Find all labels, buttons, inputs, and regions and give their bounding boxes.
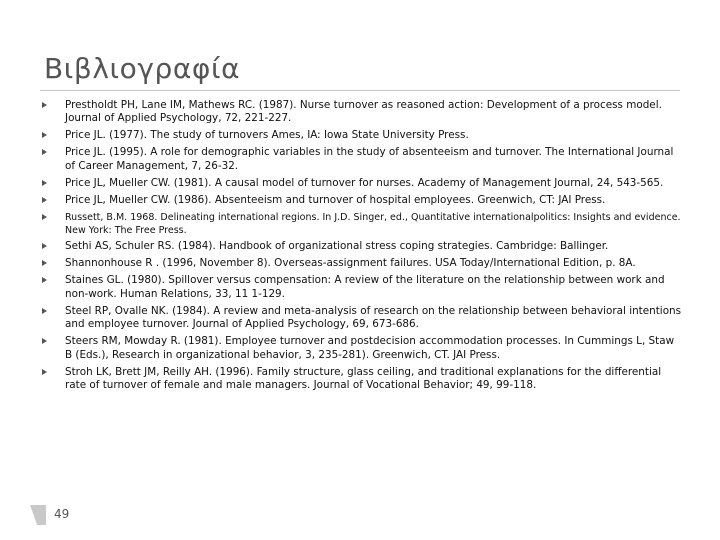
reference-item bbox=[42, 366, 682, 393]
reference-text: Steel RP, Ovalle NK. (1984). A review and meta-analysis of research on the relationship between behavioral intentions and employee turnover. Journal of Applied Psychology, 69, 673-686. bbox=[65, 304, 682, 331]
triangle-bullet-icon bbox=[42, 197, 47, 203]
reference-text: Price JL, Mueller CW. (1981). A causal model of turnover for nurses. Academy of Management Journal, 24, 543-565. bbox=[65, 176, 664, 189]
triangle-bullet-icon bbox=[42, 308, 47, 314]
triangle-bullet-icon bbox=[42, 214, 47, 220]
reference-list bbox=[42, 99, 682, 396]
reference-text: Price JL. (1977). The study of turnovers Ames, IA: Iowa State University Press. bbox=[65, 129, 469, 142]
reference-item bbox=[42, 257, 682, 270]
reference-item bbox=[42, 146, 682, 173]
triangle-bullet-icon bbox=[42, 149, 47, 155]
slide-title: Βιβλιογραφία bbox=[44, 52, 241, 85]
triangle-bullet-icon bbox=[42, 277, 47, 283]
reference-item bbox=[42, 240, 682, 253]
reference-text: Shannonhouse R . (1996, November 8). Overseas-assignment failures. USA Today/International Edition, p. 8A. bbox=[65, 257, 636, 270]
reference-text: Staines GL. (1980). Spillover versus compensation: A review of the literature on the relationship between work and non-work. Human Relations, 33, 11 1-129. bbox=[65, 274, 665, 300]
reference-text: Prestholdt PH, Lane IM, Mathews RC. (1987). Nurse turnover as reasoned action: Development of a process model. Journal of Applied Psychology, 72, 221-227. bbox=[65, 99, 662, 125]
triangle-bullet-icon bbox=[42, 369, 47, 375]
triangle-bullet-icon bbox=[42, 260, 47, 266]
page-number-accent bbox=[30, 505, 46, 525]
reference-text: Russett, B.M. 1968. Delineating international regions. In J.D. Singer, ed., Quantitative internationalpolitics: Insights and evidence. New York: The Free Press. bbox=[65, 211, 681, 236]
page-number: 49 bbox=[54, 507, 70, 521]
reference-item bbox=[42, 99, 682, 126]
reference-text: Sethi AS, Schuler RS. (1984). Handbook of organizational stress coping strategies. Cambridge: Ballinger. bbox=[65, 240, 609, 253]
reference-item bbox=[42, 274, 682, 301]
reference-item bbox=[42, 305, 682, 332]
reference-item bbox=[42, 211, 682, 237]
triangle-bullet-icon bbox=[42, 102, 47, 108]
triangle-bullet-icon bbox=[42, 132, 47, 138]
triangle-bullet-icon bbox=[42, 243, 47, 249]
reference-text: Steers RM, Mowday R. (1981). Employee turnover and postdecision accommodation processes. In Cummings L, Staw B (Eds.), Research in organizational behavior, 3, 235-281). Greenwich, CT. JAI Press. bbox=[65, 335, 675, 361]
reference-item bbox=[42, 177, 682, 190]
reference-item bbox=[42, 194, 682, 207]
title-divider bbox=[40, 90, 680, 91]
triangle-bullet-icon bbox=[42, 338, 47, 344]
triangle-bullet-icon bbox=[42, 180, 47, 186]
reference-text: Price JL, Mueller CW. (1986). Absenteeism and turnover of hospital employees. Greenwich, CT: JAI Press. bbox=[65, 193, 606, 206]
reference-text: Price JL. (1995). A role for demographic variables in the study of absenteeism and turnover. The International Journal of Career Management, 7, 26-32. bbox=[65, 146, 674, 172]
reference-text: Stroh LK, Brett JM, Reilly AH. (1996). Family structure, glass ceiling, and traditional explanations for the differential rate of turnover of female and male managers. Journal of Vocational Behavior; 49, 99-118. bbox=[65, 365, 662, 392]
reference-item bbox=[42, 129, 682, 142]
reference-item bbox=[42, 335, 682, 362]
